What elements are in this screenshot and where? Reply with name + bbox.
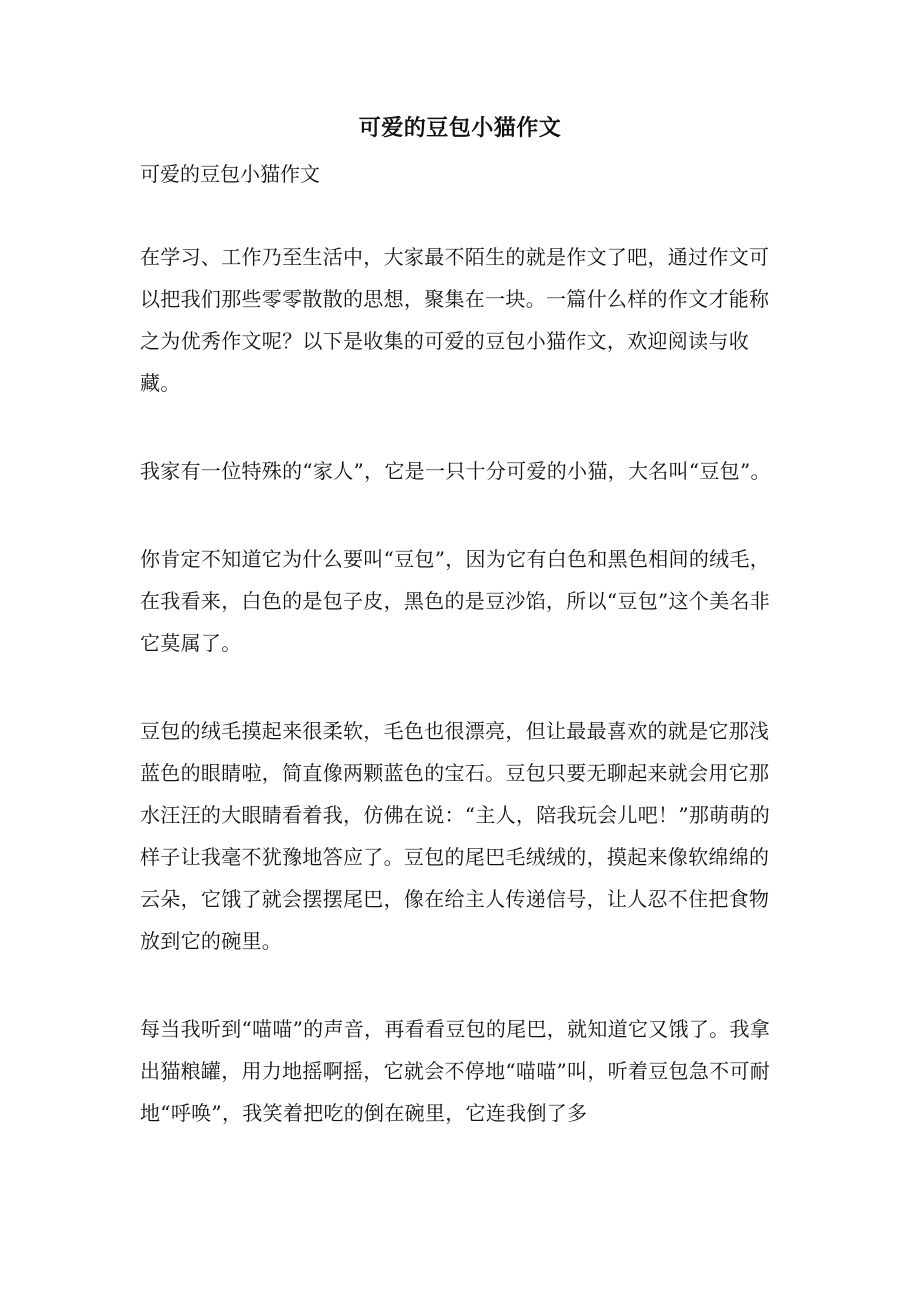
paragraph-appearance: 豆包的绒毛摸起来很柔软，毛色也很漂亮，但让最最喜欢的就是它那浅蓝色的眼睛啦，简直像两颗蓝色的宝石。豆包只要无聊起来就会用它那水汪汪的大眼睛看着我，仿佛在说：“主人，陪我玩会儿吧！”那萌萌的样子让我毫不犹豫地答应了。豆包的尾巴毛绒绒的，摸起来像软绵绵的云朵，它饿了就会摆摆尾巴，像在给主人传递信号，让人忍不住把食物放到它的碗里。 — [140, 719, 771, 953]
paragraph-family: 我家有一位特殊的“家人”，它是一只十分可爱的小猫，大名叫“豆包”。 — [140, 459, 771, 483]
paragraph-feeding: 每当我听到“喵喵”的声音，再看看豆包的尾巴，就知道它又饿了。我拿出猫粮罐，用力地摇啊摇，它就会不停地“喵喵”叫，听着豆包急不可耐地“呼唤”，我笑着把吃的倒在碗里，它连我倒了多 — [140, 1017, 771, 1125]
paragraph-intro: 在学习、工作乃至生活中，大家最不陌生的就是作文了吧，通过作文可以把我们那些零零散散的思想，聚集在一块。一篇什么样的作文才能称之为优秀作文呢？以下是收集的可爱的豆包小猫作文，欢迎阅读与收藏。 — [140, 245, 770, 395]
document-subtitle: 可爱的豆包小猫作文 — [140, 162, 320, 186]
paragraph-name-origin: 你肯定不知道它为什么要叫“豆包”，因为它有白色和黑色相间的绒毛，在我看来，白色的是包子皮，黑色的是豆沙馅，所以“豆包”这个美名非它莫属了。 — [140, 547, 771, 655]
document-body — [140, 236, 772, 1180]
document-title: 可爱的豆包小猫作文 — [358, 115, 562, 141]
